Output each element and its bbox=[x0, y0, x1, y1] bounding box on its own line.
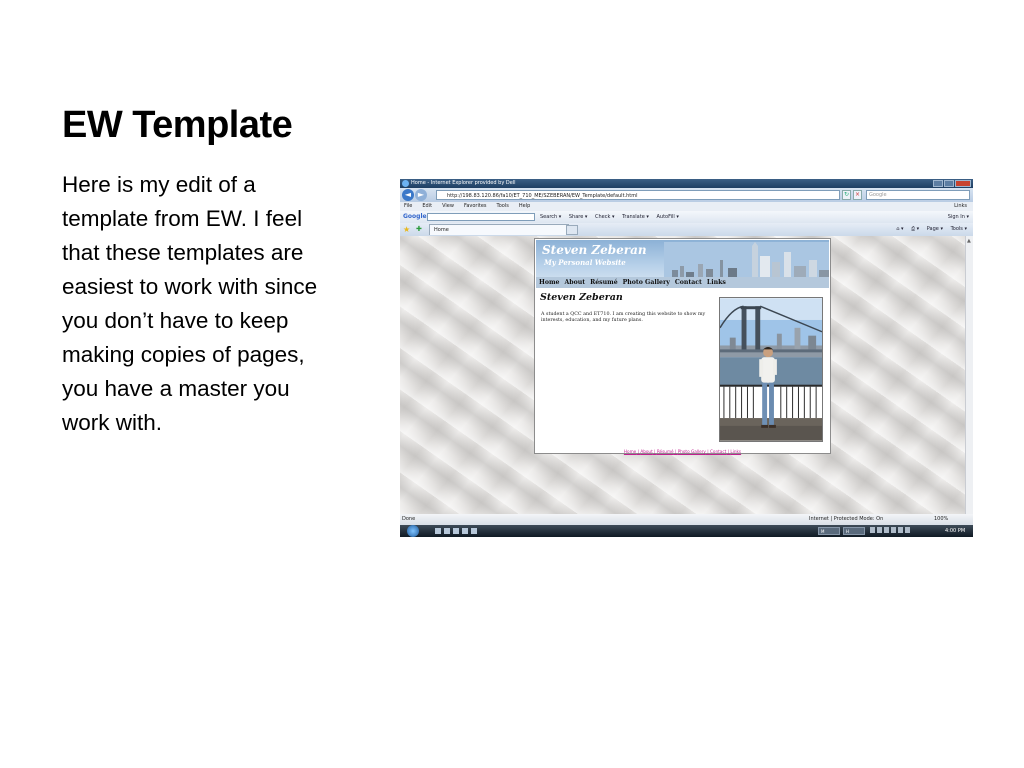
slide-body-line: making copies of pages, bbox=[62, 342, 305, 367]
slide-body-line: work with. bbox=[62, 410, 163, 435]
print-icon[interactable]: ⎙ ▾ bbox=[911, 226, 920, 232]
google-logo: Google bbox=[403, 213, 427, 220]
taskbar-button-home[interactable]: H bbox=[843, 527, 865, 535]
menu-tools[interactable]: Tools bbox=[496, 203, 509, 209]
taskbar-clock[interactable]: 4:00 PM bbox=[945, 528, 966, 534]
forward-button[interactable]: ► bbox=[415, 189, 427, 201]
search-input[interactable]: Google bbox=[866, 190, 970, 200]
firefox-icon[interactable] bbox=[462, 528, 468, 534]
back-button[interactable]: ◄ bbox=[402, 189, 414, 201]
google-check-button[interactable]: Check ▾ bbox=[595, 214, 615, 220]
sign-in-button[interactable]: Sign In ▾ bbox=[947, 214, 969, 220]
media-icon[interactable] bbox=[453, 528, 459, 534]
tab-bar bbox=[400, 223, 973, 236]
site-nav bbox=[536, 277, 829, 288]
google-search-button[interactable]: Search ▾ bbox=[540, 214, 562, 220]
browser-screenshot bbox=[400, 179, 973, 537]
window-controls bbox=[933, 180, 971, 187]
status-bar bbox=[400, 514, 973, 525]
menu-file[interactable]: File bbox=[404, 203, 413, 209]
menu-view[interactable]: View bbox=[442, 203, 454, 209]
add-favorites-icon[interactable]: ✚ bbox=[416, 225, 422, 233]
network-icon[interactable] bbox=[898, 527, 903, 533]
site-tagline: My Personal Website bbox=[544, 258, 626, 267]
footer-link-resume[interactable]: Résumé bbox=[656, 449, 674, 454]
tray-icon[interactable] bbox=[884, 527, 889, 533]
menu-favorites[interactable]: Favorites bbox=[463, 203, 487, 209]
minimize-button[interactable] bbox=[933, 180, 943, 187]
menu-edit[interactable]: Edit bbox=[422, 203, 433, 209]
slide-body-line: you have a master you bbox=[62, 376, 290, 401]
new-tab-button[interactable] bbox=[566, 225, 578, 235]
nav-contact[interactable]: Contact bbox=[674, 279, 702, 286]
google-toolbar bbox=[400, 211, 973, 223]
menu-help[interactable]: Help bbox=[518, 203, 531, 209]
tray-icon[interactable] bbox=[877, 527, 882, 533]
footer-link-links[interactable]: Links bbox=[730, 449, 742, 454]
tab-home[interactable]: Home bbox=[429, 224, 569, 235]
tray-icon[interactable] bbox=[891, 527, 896, 533]
taskbar-button-mail[interactable]: M bbox=[818, 527, 840, 535]
google-autofill-button[interactable]: AutoFill ▾ bbox=[656, 214, 679, 220]
nav-about[interactable]: About bbox=[564, 279, 586, 286]
links-button[interactable]: Links bbox=[954, 203, 967, 209]
window-title: Home - Internet Explorer provided by Dell bbox=[411, 180, 516, 186]
status-text: Done bbox=[402, 516, 416, 522]
footer-links: Home | About | Résumé | Photo Gallery | Contact | Links bbox=[623, 449, 742, 454]
security-zone: Internet | Protected Mode: On bbox=[809, 516, 884, 522]
slide-body-line: Here is my edit of a bbox=[62, 172, 256, 197]
slide-body-line: that these templates are bbox=[62, 240, 304, 265]
nav-resume[interactable]: Résumé bbox=[590, 279, 618, 286]
system-tray bbox=[870, 527, 910, 533]
window-titlebar bbox=[400, 179, 973, 188]
content-text: A student a QCC and ET710. I am creating this website to show my interests, education, and my future plans. bbox=[541, 312, 706, 324]
website-page bbox=[534, 238, 831, 454]
close-button[interactable] bbox=[955, 180, 971, 187]
show-desktop-icon[interactable] bbox=[435, 528, 441, 534]
page-menu[interactable]: Page ▾ bbox=[926, 226, 943, 232]
scroll-up-icon[interactable]: ▲ bbox=[967, 238, 971, 244]
footer-link-contact[interactable]: Contact bbox=[709, 449, 727, 454]
address-actions bbox=[842, 190, 864, 200]
nav-photo-gallery[interactable]: Photo Gallery bbox=[622, 279, 670, 286]
favorites-star-icon[interactable]: ★ bbox=[403, 225, 411, 234]
home-icon[interactable]: ⌂ ▾ bbox=[896, 226, 904, 232]
slide-title: EW Template bbox=[62, 104, 293, 146]
menu-bar bbox=[400, 202, 973, 211]
google-translate-button[interactable]: Translate ▾ bbox=[622, 214, 649, 220]
address-bar-row bbox=[400, 188, 973, 202]
footer-link-photo-gallery[interactable]: Photo Gallery bbox=[677, 449, 706, 454]
stop-icon[interactable]: × bbox=[854, 191, 861, 198]
refresh-icon[interactable]: ↻ bbox=[843, 191, 850, 198]
slide-body-line: template from EW. I feel bbox=[62, 206, 303, 231]
footer-link-about[interactable]: About bbox=[640, 449, 653, 454]
tray-icon[interactable] bbox=[870, 527, 875, 533]
windows-taskbar bbox=[400, 525, 973, 537]
page-viewport bbox=[400, 236, 965, 514]
start-button[interactable] bbox=[407, 525, 419, 537]
app-icon[interactable] bbox=[471, 528, 477, 534]
slide-body-line: you don’t have to keep bbox=[62, 308, 289, 333]
site-name: Steven Zeberan bbox=[542, 243, 647, 257]
nav-home[interactable]: Home bbox=[539, 279, 560, 286]
command-bar bbox=[890, 223, 967, 236]
google-search-input[interactable] bbox=[427, 213, 535, 221]
tools-menu[interactable]: Tools ▾ bbox=[950, 226, 967, 232]
slide-body-line: easiest to work with since bbox=[62, 274, 318, 299]
volume-icon[interactable] bbox=[905, 527, 910, 533]
slide-body bbox=[62, 168, 374, 440]
nav-links[interactable]: Links bbox=[706, 279, 726, 286]
folder-icon[interactable] bbox=[444, 528, 450, 534]
ie-icon bbox=[402, 180, 409, 187]
address-input[interactable]: http://198.83.120.86/fa10/ET_710_ME/SZEBERAN/EW_Template/default.html bbox=[436, 190, 840, 200]
maximize-button[interactable] bbox=[944, 180, 954, 187]
google-toolbar-items bbox=[540, 211, 685, 223]
zoom-level[interactable]: 100% bbox=[934, 516, 949, 522]
vertical-scrollbar[interactable] bbox=[965, 236, 973, 514]
google-share-button[interactable]: Share ▾ bbox=[568, 214, 588, 220]
quick-launch bbox=[435, 528, 477, 534]
footer-link-home[interactable]: Home bbox=[623, 449, 637, 454]
profile-photo bbox=[719, 297, 823, 442]
content-heading: Steven Zeberan bbox=[540, 292, 623, 303]
